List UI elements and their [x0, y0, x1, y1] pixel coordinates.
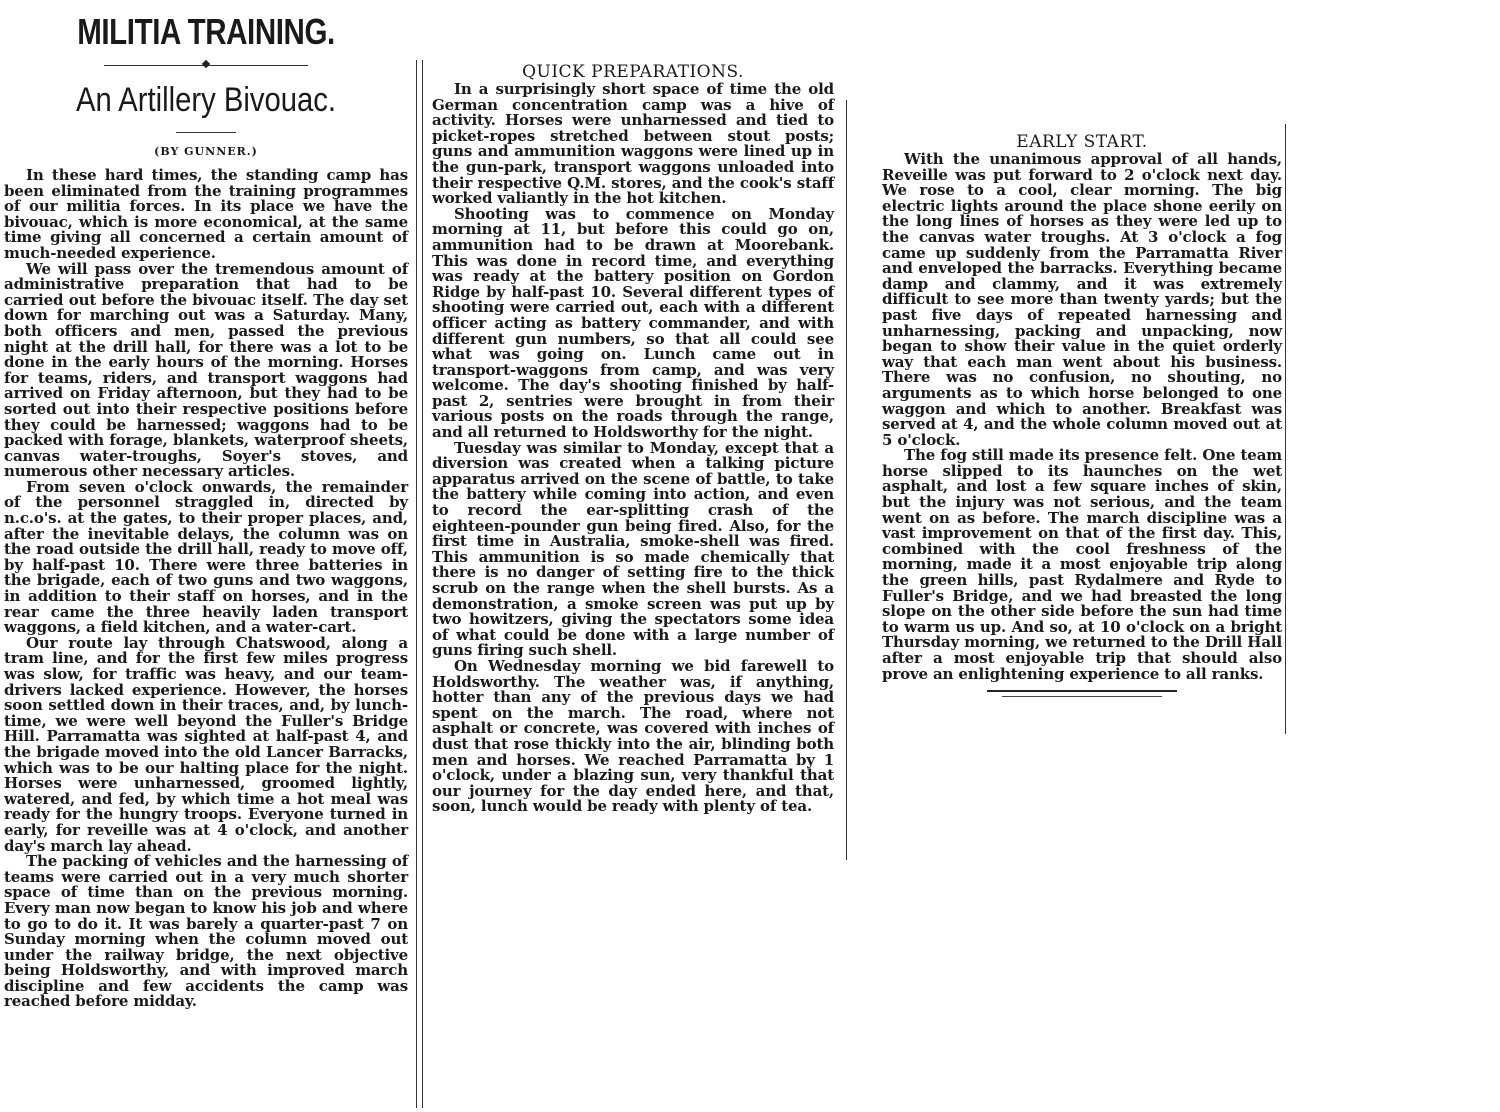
subtitle-divider [176, 132, 236, 133]
column-3-body [882, 152, 1282, 682]
column-rule-3 [846, 100, 847, 860]
section-heading-early-start: EARLY START. [1016, 132, 1148, 152]
article-subtitle: An Artillery Bivouac. [75, 81, 337, 119]
column-2-body [432, 82, 834, 815]
title-divider [104, 58, 308, 72]
column-2 [432, 62, 834, 815]
paragraph: Tuesday was similar to Monday, except that a diversion was created when a talking picture apparatus arrived on the scene of battle, to take the battery while coming into action, and even to record the ear-splitting crash of the eighteen-pounder gun being fired. Also, for the first time in Australia, smoke-shell was fired. This ammunition is so made chemically that there is no danger of setting fire to the thick scrub on the range when the shell bursts. As a demonstration, a smoke screen was put up by two howitzers, giving the spectators some idea of what could be done with a large number of guns firing such shell. [432, 438, 834, 660]
column-rule-4 [1285, 124, 1286, 734]
column-3 [882, 132, 1282, 697]
paragraph: Shooting was to commence on Monday morning at 11, but before this could go on, ammunition had to be drawn at Moorebank. This was done in record time, and everything was ready at the battery position on Gordon Ridge by half-past 10. Several different types of shooting were carried out, each with a different officer acting as battery commander, and with different gun numbers, so that all could see what was going on. Lunch came out in transport-waggons from camp, and was very welcome. The day's shooting finished by half-past 2, sentries were brought in from their various posts on the roads through the range, and all returned to Holdsworthy for the night. [432, 204, 834, 442]
paragraph: In these hard times, the standing camp has been eliminated from the training programmes of our militia forces. In its place we have the bivouac, which is more economical, at the same time giving all concerned a certain amount of much-needed experience. [4, 166, 408, 262]
paragraph: In a surprisingly short space of time the old German concentration camp was a hive of activity. Horses were unharnessed and tied to picket-ropes stretched between stout posts; guns and ammunition waggons were lined up in the gun-park, transport waggons unloaded into their respective Q.M. stores, and the cook's staff worked valiantly in the hot kitchen. [432, 80, 834, 208]
paragraph: We will pass over the tremendous amount of administrative preparation that had to be carried out before the bivouac itself. The day set down for marching out was a Saturday. Many, both officers and men, passed the previous night at the drill hall, for there was a lot to be done in the early hours of the morning. Horses for teams, riders, and transport waggons had arrived on Friday afternoon, but they had to be sorted out into their respective positions before they could be harnessed; waggons had to be packed with forage, blankets, waterproof sheets, canvas water-troughs, Soyer's stoves, and numerous other necessary articles. [4, 259, 408, 481]
column-rule-2 [422, 60, 423, 1108]
paragraph: The packing of vehicles and the harnessing of teams were carried out in a very much shorter space of time than on the previous morning. Every man now began to know his job and where to go to do it. It was barely a quarter-past 7 on Sunday morning when the column moved out under the railway bridge, the next objective being Holdsworthy, and with improved march discipline and few accidents the camp was reached before midday. [4, 852, 408, 1011]
column-rule-1 [416, 60, 417, 1108]
article-title: MILITIA TRAINING. [77, 11, 335, 52]
end-of-article-rule [987, 690, 1177, 697]
diamond-ornament-icon [202, 60, 210, 68]
paragraph: On Wednesday morning we bid farewell to Holdsworthy. The weather was, if anything, hotter than any of the previous days we had spent on the march. The road, where not asphalt or concrete, was covered with inches of dust that rose thickly into the air, blinding both men and horses. We reached Parramatta by 1 o'clock, under a blazing sun, very thankful that our journey for the day ended here, and that, soon, lunch would be ready with plenty of tea. [432, 656, 834, 816]
paragraph: From seven o'clock onwards, the remainder of the personnel straggled in, directed by n.c.o's. at the gates, to their proper places, and, after the inevitable delays, the column was on the road outside the drill hall, ready to move off, by half-past 10. There were three batteries in the brigade, each of two guns and two waggons, in addition to their staff on horses, and in the rear came the three heavily laden transport waggons, a field kitchen, and a water-cart. [4, 477, 408, 637]
byline: (BY GUNNER.) [154, 145, 258, 158]
section-heading-quick-preparations: QUICK PREPARATIONS. [522, 62, 744, 82]
column-1 [4, 0, 408, 1010]
column-1-body [4, 168, 408, 1010]
paragraph: With the unanimous approval of all hands, Reveille was put forward to 2 o'clock next day. We rose to a cool, clear morning. The big electric lights around the place shone eerily on the long lines of horses as they were led up to the canvas water troughs. At 3 o'clock a fog came up suddenly from the Parramatta River and enveloped the barracks. Everything became damp and clammy, and it was extremely difficult to see more than twenty yards; but the past five days of repeated harnessing and unharnessing, packing and unpacking, now began to show their value in the quiet orderly way that each man went about his business. There was no confusion, no shouting, no arguments as to which horse belonged to one waggon and which to another. Breakfast was served at 4, and the whole column moved out at 5 o'clock. [882, 150, 1282, 449]
paragraph: The fog still made its presence felt. One team horse slipped to its haunches on the wet asphalt, and lost a few square inches of skin, but the injury was not serious, and the team went on as before. The march discipline was a vast improvement on that of the first day. This, combined with the cool freshness of the morning, made it a most enjoyable trip along the green hills, past Rydalmere and Ryde to Fuller's Bridge, and we had breasted the long slope on the other side before the sun had time to warm us up. And so, at 10 o'clock on a bright Thursday morning, we returned to the Drill Hall after a most enjoyable trip that should also prove an enlightening experience to all ranks. [882, 446, 1282, 683]
paragraph: Our route lay through Chatswood, along a tram line, and for the first few miles progress was slow, for traffic was heavy, and our team-drivers lacked experience. However, the horses soon settled down in their traces, and, by lunch-time, we were well beyond the Fuller's Bridge Hill. Parramatta was sighted at half-past 4, and the brigade moved into the old Lancer Barracks, which was to be our halting place for the night. Horses were unharnessed, groomed lightly, watered, and fed, by which time a hot meal was ready for the hungry troops. Everyone turned in early, for reveille was at 4 o'clock, and another day's march lay ahead. [4, 633, 408, 855]
